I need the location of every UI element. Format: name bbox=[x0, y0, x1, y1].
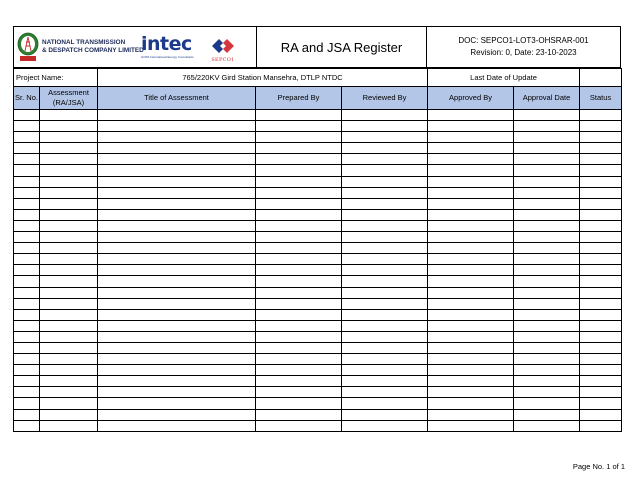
cell-reviewed-by[interactable] bbox=[342, 298, 428, 309]
cell-assessment[interactable] bbox=[40, 376, 98, 387]
cell-sr-no[interactable] bbox=[14, 376, 40, 387]
cell-approved-by[interactable] bbox=[428, 298, 514, 309]
cell-approved-by[interactable] bbox=[428, 309, 514, 320]
cell-approved-by[interactable] bbox=[428, 121, 514, 132]
cell-assessment[interactable] bbox=[40, 187, 98, 198]
cell-reviewed-by[interactable] bbox=[342, 254, 428, 265]
cell-status[interactable] bbox=[580, 298, 622, 309]
cell-title[interactable] bbox=[98, 165, 256, 176]
cell-title[interactable] bbox=[98, 110, 256, 121]
cell-prepared-by[interactable] bbox=[256, 387, 342, 398]
cell-status[interactable] bbox=[580, 409, 622, 420]
cell-approval-date[interactable] bbox=[514, 420, 580, 431]
col-prepared-by: Prepared By bbox=[256, 87, 342, 110]
cell-assessment[interactable] bbox=[40, 342, 98, 353]
cell-approval-date[interactable] bbox=[514, 376, 580, 387]
cell-prepared-by[interactable] bbox=[256, 409, 342, 420]
cell-title[interactable] bbox=[98, 265, 256, 276]
cell-reviewed-by[interactable] bbox=[342, 387, 428, 398]
col-status: Status bbox=[580, 87, 622, 110]
cell-prepared-by[interactable] bbox=[256, 320, 342, 331]
cell-title[interactable] bbox=[98, 176, 256, 187]
cell-assessment[interactable] bbox=[40, 220, 98, 231]
col-assessment: Assessment (RA/JSA) bbox=[40, 87, 98, 110]
cell-prepared-by[interactable] bbox=[256, 342, 342, 353]
cell-approval-date[interactable] bbox=[514, 298, 580, 309]
cell-prepared-by[interactable] bbox=[256, 309, 342, 320]
col-approved-by: Approved By bbox=[428, 87, 514, 110]
cell-sr-no[interactable] bbox=[14, 387, 40, 398]
table-row bbox=[14, 398, 622, 409]
cell-reviewed-by[interactable] bbox=[342, 132, 428, 143]
cell-title[interactable] bbox=[98, 409, 256, 420]
cell-sr-no[interactable] bbox=[14, 276, 40, 287]
cell-assessment[interactable] bbox=[40, 276, 98, 287]
cell-reviewed-by[interactable] bbox=[342, 243, 428, 254]
cell-sr-no[interactable] bbox=[14, 121, 40, 132]
cell-prepared-by[interactable] bbox=[256, 265, 342, 276]
cell-assessment[interactable] bbox=[40, 243, 98, 254]
cell-prepared-by[interactable] bbox=[256, 187, 342, 198]
cell-approval-date[interactable] bbox=[514, 176, 580, 187]
cell-status[interactable] bbox=[580, 331, 622, 342]
cell-status[interactable] bbox=[580, 198, 622, 209]
cell-prepared-by[interactable] bbox=[256, 110, 342, 121]
cell-sr-no[interactable] bbox=[14, 132, 40, 143]
cell-approval-date[interactable] bbox=[514, 365, 580, 376]
cell-reviewed-by[interactable] bbox=[342, 309, 428, 320]
table-row bbox=[14, 254, 622, 265]
cell-title[interactable] bbox=[98, 243, 256, 254]
cell-assessment[interactable] bbox=[40, 365, 98, 376]
table-row bbox=[14, 110, 622, 121]
cell-assessment[interactable] bbox=[40, 287, 98, 298]
cell-reviewed-by[interactable] bbox=[342, 354, 428, 365]
cell-approved-by[interactable] bbox=[428, 232, 514, 243]
cell-approval-date[interactable] bbox=[514, 232, 580, 243]
cell-approval-date[interactable] bbox=[514, 342, 580, 353]
sepco-emblem-icon bbox=[208, 35, 238, 57]
cell-prepared-by[interactable] bbox=[256, 376, 342, 387]
cell-status[interactable] bbox=[580, 265, 622, 276]
cell-title[interactable] bbox=[98, 387, 256, 398]
cell-prepared-by[interactable] bbox=[256, 298, 342, 309]
cell-reviewed-by[interactable] bbox=[342, 365, 428, 376]
cell-assessment[interactable] bbox=[40, 309, 98, 320]
cell-status[interactable] bbox=[580, 110, 622, 121]
cell-approved-by[interactable] bbox=[428, 165, 514, 176]
cell-status[interactable] bbox=[580, 287, 622, 298]
cell-sr-no[interactable] bbox=[14, 165, 40, 176]
cell-prepared-by[interactable] bbox=[256, 243, 342, 254]
cell-reviewed-by[interactable] bbox=[342, 121, 428, 132]
cell-approved-by[interactable] bbox=[428, 376, 514, 387]
cell-approval-date[interactable] bbox=[514, 387, 580, 398]
cell-sr-no[interactable] bbox=[14, 420, 40, 431]
ntdc-name bbox=[42, 39, 144, 55]
col-reviewed-by: Reviewed By bbox=[342, 87, 428, 110]
cell-approved-by[interactable] bbox=[428, 409, 514, 420]
cell-title[interactable] bbox=[98, 187, 256, 198]
cell-assessment[interactable] bbox=[40, 409, 98, 420]
register-table bbox=[13, 68, 622, 432]
cell-status[interactable] bbox=[580, 354, 622, 365]
cell-approved-by[interactable] bbox=[428, 354, 514, 365]
table-row bbox=[14, 209, 622, 220]
table-row bbox=[14, 243, 622, 254]
table-row bbox=[14, 187, 622, 198]
cell-prepared-by[interactable] bbox=[256, 132, 342, 143]
cell-sr-no[interactable] bbox=[14, 176, 40, 187]
sepco-wordmark: SEPCO1 bbox=[211, 57, 235, 63]
cell-title[interactable] bbox=[98, 309, 256, 320]
cell-title[interactable] bbox=[98, 398, 256, 409]
last-update-value[interactable] bbox=[580, 69, 622, 87]
cell-reviewed-by[interactable] bbox=[342, 154, 428, 165]
ntdc-emblem-icon bbox=[17, 31, 39, 63]
col-approval-date: Approval Date bbox=[514, 87, 580, 110]
cell-approved-by[interactable] bbox=[428, 198, 514, 209]
cell-status[interactable] bbox=[580, 276, 622, 287]
cell-status[interactable] bbox=[580, 398, 622, 409]
cell-status[interactable] bbox=[580, 154, 622, 165]
column-header-row bbox=[14, 87, 622, 110]
cell-assessment[interactable] bbox=[40, 176, 98, 187]
cell-sr-no[interactable] bbox=[14, 298, 40, 309]
table-row bbox=[14, 287, 622, 298]
cell-status[interactable] bbox=[580, 387, 622, 398]
cell-approval-date[interactable] bbox=[514, 243, 580, 254]
cell-approved-by[interactable] bbox=[428, 243, 514, 254]
cell-assessment[interactable] bbox=[40, 298, 98, 309]
cell-title[interactable] bbox=[98, 121, 256, 132]
cell-sr-no[interactable] bbox=[14, 265, 40, 276]
cell-assessment[interactable] bbox=[40, 354, 98, 365]
cell-sr-no[interactable] bbox=[14, 254, 40, 265]
page-title: RA and JSA Register bbox=[257, 27, 427, 67]
cell-reviewed-by[interactable] bbox=[342, 220, 428, 231]
cell-prepared-by[interactable] bbox=[256, 354, 342, 365]
cell-approved-by[interactable] bbox=[428, 320, 514, 331]
cell-title[interactable] bbox=[98, 320, 256, 331]
cell-approval-date[interactable] bbox=[514, 110, 580, 121]
cell-assessment[interactable] bbox=[40, 331, 98, 342]
sepco-logo bbox=[206, 35, 240, 65]
cell-title[interactable] bbox=[98, 143, 256, 154]
table-row bbox=[14, 420, 622, 431]
table-row bbox=[14, 176, 622, 187]
table-row bbox=[14, 220, 622, 231]
cell-approved-by[interactable] bbox=[428, 276, 514, 287]
cell-prepared-by[interactable] bbox=[256, 276, 342, 287]
cell-approved-by[interactable] bbox=[428, 154, 514, 165]
cell-sr-no[interactable] bbox=[14, 143, 40, 154]
cell-title[interactable] bbox=[98, 376, 256, 387]
cell-status[interactable] bbox=[580, 254, 622, 265]
table-row bbox=[14, 276, 622, 287]
ntdc-logo bbox=[17, 31, 144, 63]
cell-title[interactable] bbox=[98, 365, 256, 376]
cell-approved-by[interactable] bbox=[428, 365, 514, 376]
ntdc-name-line2: & DESPATCH COMPANY LIMITED bbox=[42, 47, 144, 54]
table-row bbox=[14, 298, 622, 309]
cell-sr-no[interactable] bbox=[14, 232, 40, 243]
cell-prepared-by[interactable] bbox=[256, 232, 342, 243]
cell-title[interactable] bbox=[98, 220, 256, 231]
cell-prepared-by[interactable] bbox=[256, 121, 342, 132]
cell-title[interactable] bbox=[98, 254, 256, 265]
cell-approval-date[interactable] bbox=[514, 276, 580, 287]
cell-title[interactable] bbox=[98, 298, 256, 309]
cell-assessment[interactable] bbox=[40, 320, 98, 331]
cell-sr-no[interactable] bbox=[14, 342, 40, 353]
cell-reviewed-by[interactable] bbox=[342, 110, 428, 121]
table-row bbox=[14, 309, 622, 320]
cell-approval-date[interactable] bbox=[514, 320, 580, 331]
page-number: Page No. 1 of 1 bbox=[572, 462, 625, 471]
cell-prepared-by[interactable] bbox=[256, 165, 342, 176]
cell-sr-no[interactable] bbox=[14, 287, 40, 298]
cell-approval-date[interactable] bbox=[514, 254, 580, 265]
cell-prepared-by[interactable] bbox=[256, 331, 342, 342]
cell-assessment[interactable] bbox=[40, 132, 98, 143]
table-row bbox=[14, 132, 622, 143]
cell-prepared-by[interactable] bbox=[256, 398, 342, 409]
cell-reviewed-by[interactable] bbox=[342, 376, 428, 387]
table-row bbox=[14, 165, 622, 176]
cell-approval-date[interactable] bbox=[514, 398, 580, 409]
cell-assessment[interactable] bbox=[40, 198, 98, 209]
cell-approved-by[interactable] bbox=[428, 331, 514, 342]
cell-approval-date[interactable] bbox=[514, 143, 580, 154]
cell-reviewed-by[interactable] bbox=[342, 409, 428, 420]
table-row bbox=[14, 409, 622, 420]
cell-sr-no[interactable] bbox=[14, 187, 40, 198]
cell-reviewed-by[interactable] bbox=[342, 320, 428, 331]
cell-approval-date[interactable] bbox=[514, 409, 580, 420]
cell-prepared-by[interactable] bbox=[256, 365, 342, 376]
cell-prepared-by[interactable] bbox=[256, 254, 342, 265]
cell-assessment[interactable] bbox=[40, 110, 98, 121]
cell-approved-by[interactable] bbox=[428, 342, 514, 353]
table-row bbox=[14, 387, 622, 398]
cell-sr-no[interactable] bbox=[14, 110, 40, 121]
cell-status[interactable] bbox=[580, 165, 622, 176]
cell-status[interactable] bbox=[580, 342, 622, 353]
project-name-label: Project Name: bbox=[14, 69, 98, 87]
col-sr-no: Sr. No. bbox=[14, 87, 40, 110]
cell-assessment[interactable] bbox=[40, 387, 98, 398]
cell-approval-date[interactable] bbox=[514, 265, 580, 276]
cell-approval-date[interactable] bbox=[514, 209, 580, 220]
cell-title[interactable] bbox=[98, 287, 256, 298]
cell-sr-no[interactable] bbox=[14, 331, 40, 342]
table-row bbox=[14, 154, 622, 165]
cell-reviewed-by[interactable] bbox=[342, 398, 428, 409]
table-row bbox=[14, 365, 622, 376]
cell-sr-no[interactable] bbox=[14, 365, 40, 376]
intec-tagline: GOPA International Energy Consultants bbox=[141, 55, 194, 59]
cell-status[interactable] bbox=[580, 220, 622, 231]
cell-assessment[interactable] bbox=[40, 154, 98, 165]
cell-approval-date[interactable] bbox=[514, 331, 580, 342]
table-row bbox=[14, 143, 622, 154]
cell-title[interactable] bbox=[98, 354, 256, 365]
cell-status[interactable] bbox=[580, 320, 622, 331]
cell-status[interactable] bbox=[580, 121, 622, 132]
cell-reviewed-by[interactable] bbox=[342, 198, 428, 209]
cell-sr-no[interactable] bbox=[14, 409, 40, 420]
cell-status[interactable] bbox=[580, 376, 622, 387]
table-row bbox=[14, 121, 622, 132]
cell-sr-no[interactable] bbox=[14, 154, 40, 165]
cell-assessment[interactable] bbox=[40, 265, 98, 276]
cell-assessment[interactable] bbox=[40, 209, 98, 220]
cell-prepared-by[interactable] bbox=[256, 209, 342, 220]
cell-sr-no[interactable] bbox=[14, 198, 40, 209]
cell-sr-no[interactable] bbox=[14, 243, 40, 254]
cell-sr-no[interactable] bbox=[14, 354, 40, 365]
cell-reviewed-by[interactable] bbox=[342, 287, 428, 298]
cell-approved-by[interactable] bbox=[428, 398, 514, 409]
table-row bbox=[14, 320, 622, 331]
cell-title[interactable] bbox=[98, 232, 256, 243]
table-row bbox=[14, 331, 622, 342]
cell-approved-by[interactable] bbox=[428, 420, 514, 431]
cell-prepared-by[interactable] bbox=[256, 220, 342, 231]
cell-title[interactable] bbox=[98, 198, 256, 209]
cell-approval-date[interactable] bbox=[514, 121, 580, 132]
cell-assessment[interactable] bbox=[40, 121, 98, 132]
cell-reviewed-by[interactable] bbox=[342, 143, 428, 154]
intec-logo bbox=[141, 34, 194, 59]
project-row bbox=[14, 69, 622, 87]
cell-approval-date[interactable] bbox=[514, 198, 580, 209]
cell-approval-date[interactable] bbox=[514, 154, 580, 165]
cell-approval-date[interactable] bbox=[514, 132, 580, 143]
cell-title[interactable] bbox=[98, 342, 256, 353]
cell-status[interactable] bbox=[580, 365, 622, 376]
cell-sr-no[interactable] bbox=[14, 320, 40, 331]
cell-reviewed-by[interactable] bbox=[342, 232, 428, 243]
project-name-value: 765/220KV Gird Station Mansehra, DTLP NTDC bbox=[98, 69, 428, 87]
intec-wordmark: intec bbox=[141, 33, 192, 55]
cell-status[interactable] bbox=[580, 187, 622, 198]
cell-reviewed-by[interactable] bbox=[342, 331, 428, 342]
cell-status[interactable] bbox=[580, 209, 622, 220]
cell-title[interactable] bbox=[98, 331, 256, 342]
cell-approval-date[interactable] bbox=[514, 187, 580, 198]
cell-approved-by[interactable] bbox=[428, 187, 514, 198]
cell-approved-by[interactable] bbox=[428, 220, 514, 231]
ntdc-name-line1: NATIONAL TRANSMISSION bbox=[42, 39, 126, 46]
last-update-label: Last Date of Update bbox=[428, 69, 580, 87]
cell-prepared-by[interactable] bbox=[256, 143, 342, 154]
cell-sr-no[interactable] bbox=[14, 309, 40, 320]
cell-assessment[interactable] bbox=[40, 398, 98, 409]
table-row bbox=[14, 265, 622, 276]
cell-approved-by[interactable] bbox=[428, 143, 514, 154]
cell-title[interactable] bbox=[98, 276, 256, 287]
document-info bbox=[427, 27, 620, 67]
cell-approved-by[interactable] bbox=[428, 254, 514, 265]
cell-approval-date[interactable] bbox=[514, 309, 580, 320]
cell-reviewed-by[interactable] bbox=[342, 165, 428, 176]
cell-prepared-by[interactable] bbox=[256, 287, 342, 298]
cell-approval-date[interactable] bbox=[514, 354, 580, 365]
cell-assessment[interactable] bbox=[40, 143, 98, 154]
cell-status[interactable] bbox=[580, 132, 622, 143]
cell-approval-date[interactable] bbox=[514, 220, 580, 231]
cell-status[interactable] bbox=[580, 309, 622, 320]
cell-assessment[interactable] bbox=[40, 254, 98, 265]
cell-prepared-by[interactable] bbox=[256, 176, 342, 187]
cell-sr-no[interactable] bbox=[14, 220, 40, 231]
table-row bbox=[14, 198, 622, 209]
cell-status[interactable] bbox=[580, 243, 622, 254]
cell-title[interactable] bbox=[98, 420, 256, 431]
cell-approved-by[interactable] bbox=[428, 287, 514, 298]
cell-title[interactable] bbox=[98, 154, 256, 165]
logo-strip bbox=[14, 27, 257, 67]
cell-title[interactable] bbox=[98, 132, 256, 143]
cell-title[interactable] bbox=[98, 209, 256, 220]
cell-approved-by[interactable] bbox=[428, 209, 514, 220]
cell-status[interactable] bbox=[580, 143, 622, 154]
cell-approved-by[interactable] bbox=[428, 265, 514, 276]
cell-assessment[interactable] bbox=[40, 420, 98, 431]
doc-number: DOC: SEPCO1-LOT3-OHSRAR-001 bbox=[458, 36, 589, 45]
cell-approval-date[interactable] bbox=[514, 287, 580, 298]
col-title: Title of Assessment bbox=[98, 87, 256, 110]
cell-reviewed-by[interactable] bbox=[342, 176, 428, 187]
register-body bbox=[14, 110, 622, 432]
cell-reviewed-by[interactable] bbox=[342, 187, 428, 198]
cell-reviewed-by[interactable] bbox=[342, 342, 428, 353]
cell-status[interactable] bbox=[580, 420, 622, 431]
table-row bbox=[14, 342, 622, 353]
table-row bbox=[14, 376, 622, 387]
cell-reviewed-by[interactable] bbox=[342, 276, 428, 287]
cell-status[interactable] bbox=[580, 232, 622, 243]
table-row bbox=[14, 354, 622, 365]
revision-date: Revision: 0, Date: 23-10-2023 bbox=[470, 48, 577, 57]
document-header bbox=[13, 26, 621, 68]
cell-assessment[interactable] bbox=[40, 232, 98, 243]
cell-reviewed-by[interactable] bbox=[342, 209, 428, 220]
cell-sr-no[interactable] bbox=[14, 209, 40, 220]
cell-approved-by[interactable] bbox=[428, 387, 514, 398]
cell-reviewed-by[interactable] bbox=[342, 420, 428, 431]
cell-prepared-by[interactable] bbox=[256, 154, 342, 165]
table-row bbox=[14, 232, 622, 243]
cell-prepared-by[interactable] bbox=[256, 420, 342, 431]
cell-approved-by[interactable] bbox=[428, 132, 514, 143]
cell-status[interactable] bbox=[580, 176, 622, 187]
cell-approved-by[interactable] bbox=[428, 110, 514, 121]
cell-assessment[interactable] bbox=[40, 165, 98, 176]
cell-reviewed-by[interactable] bbox=[342, 265, 428, 276]
cell-sr-no[interactable] bbox=[14, 398, 40, 409]
cell-approved-by[interactable] bbox=[428, 176, 514, 187]
cell-prepared-by[interactable] bbox=[256, 198, 342, 209]
cell-approval-date[interactable] bbox=[514, 165, 580, 176]
